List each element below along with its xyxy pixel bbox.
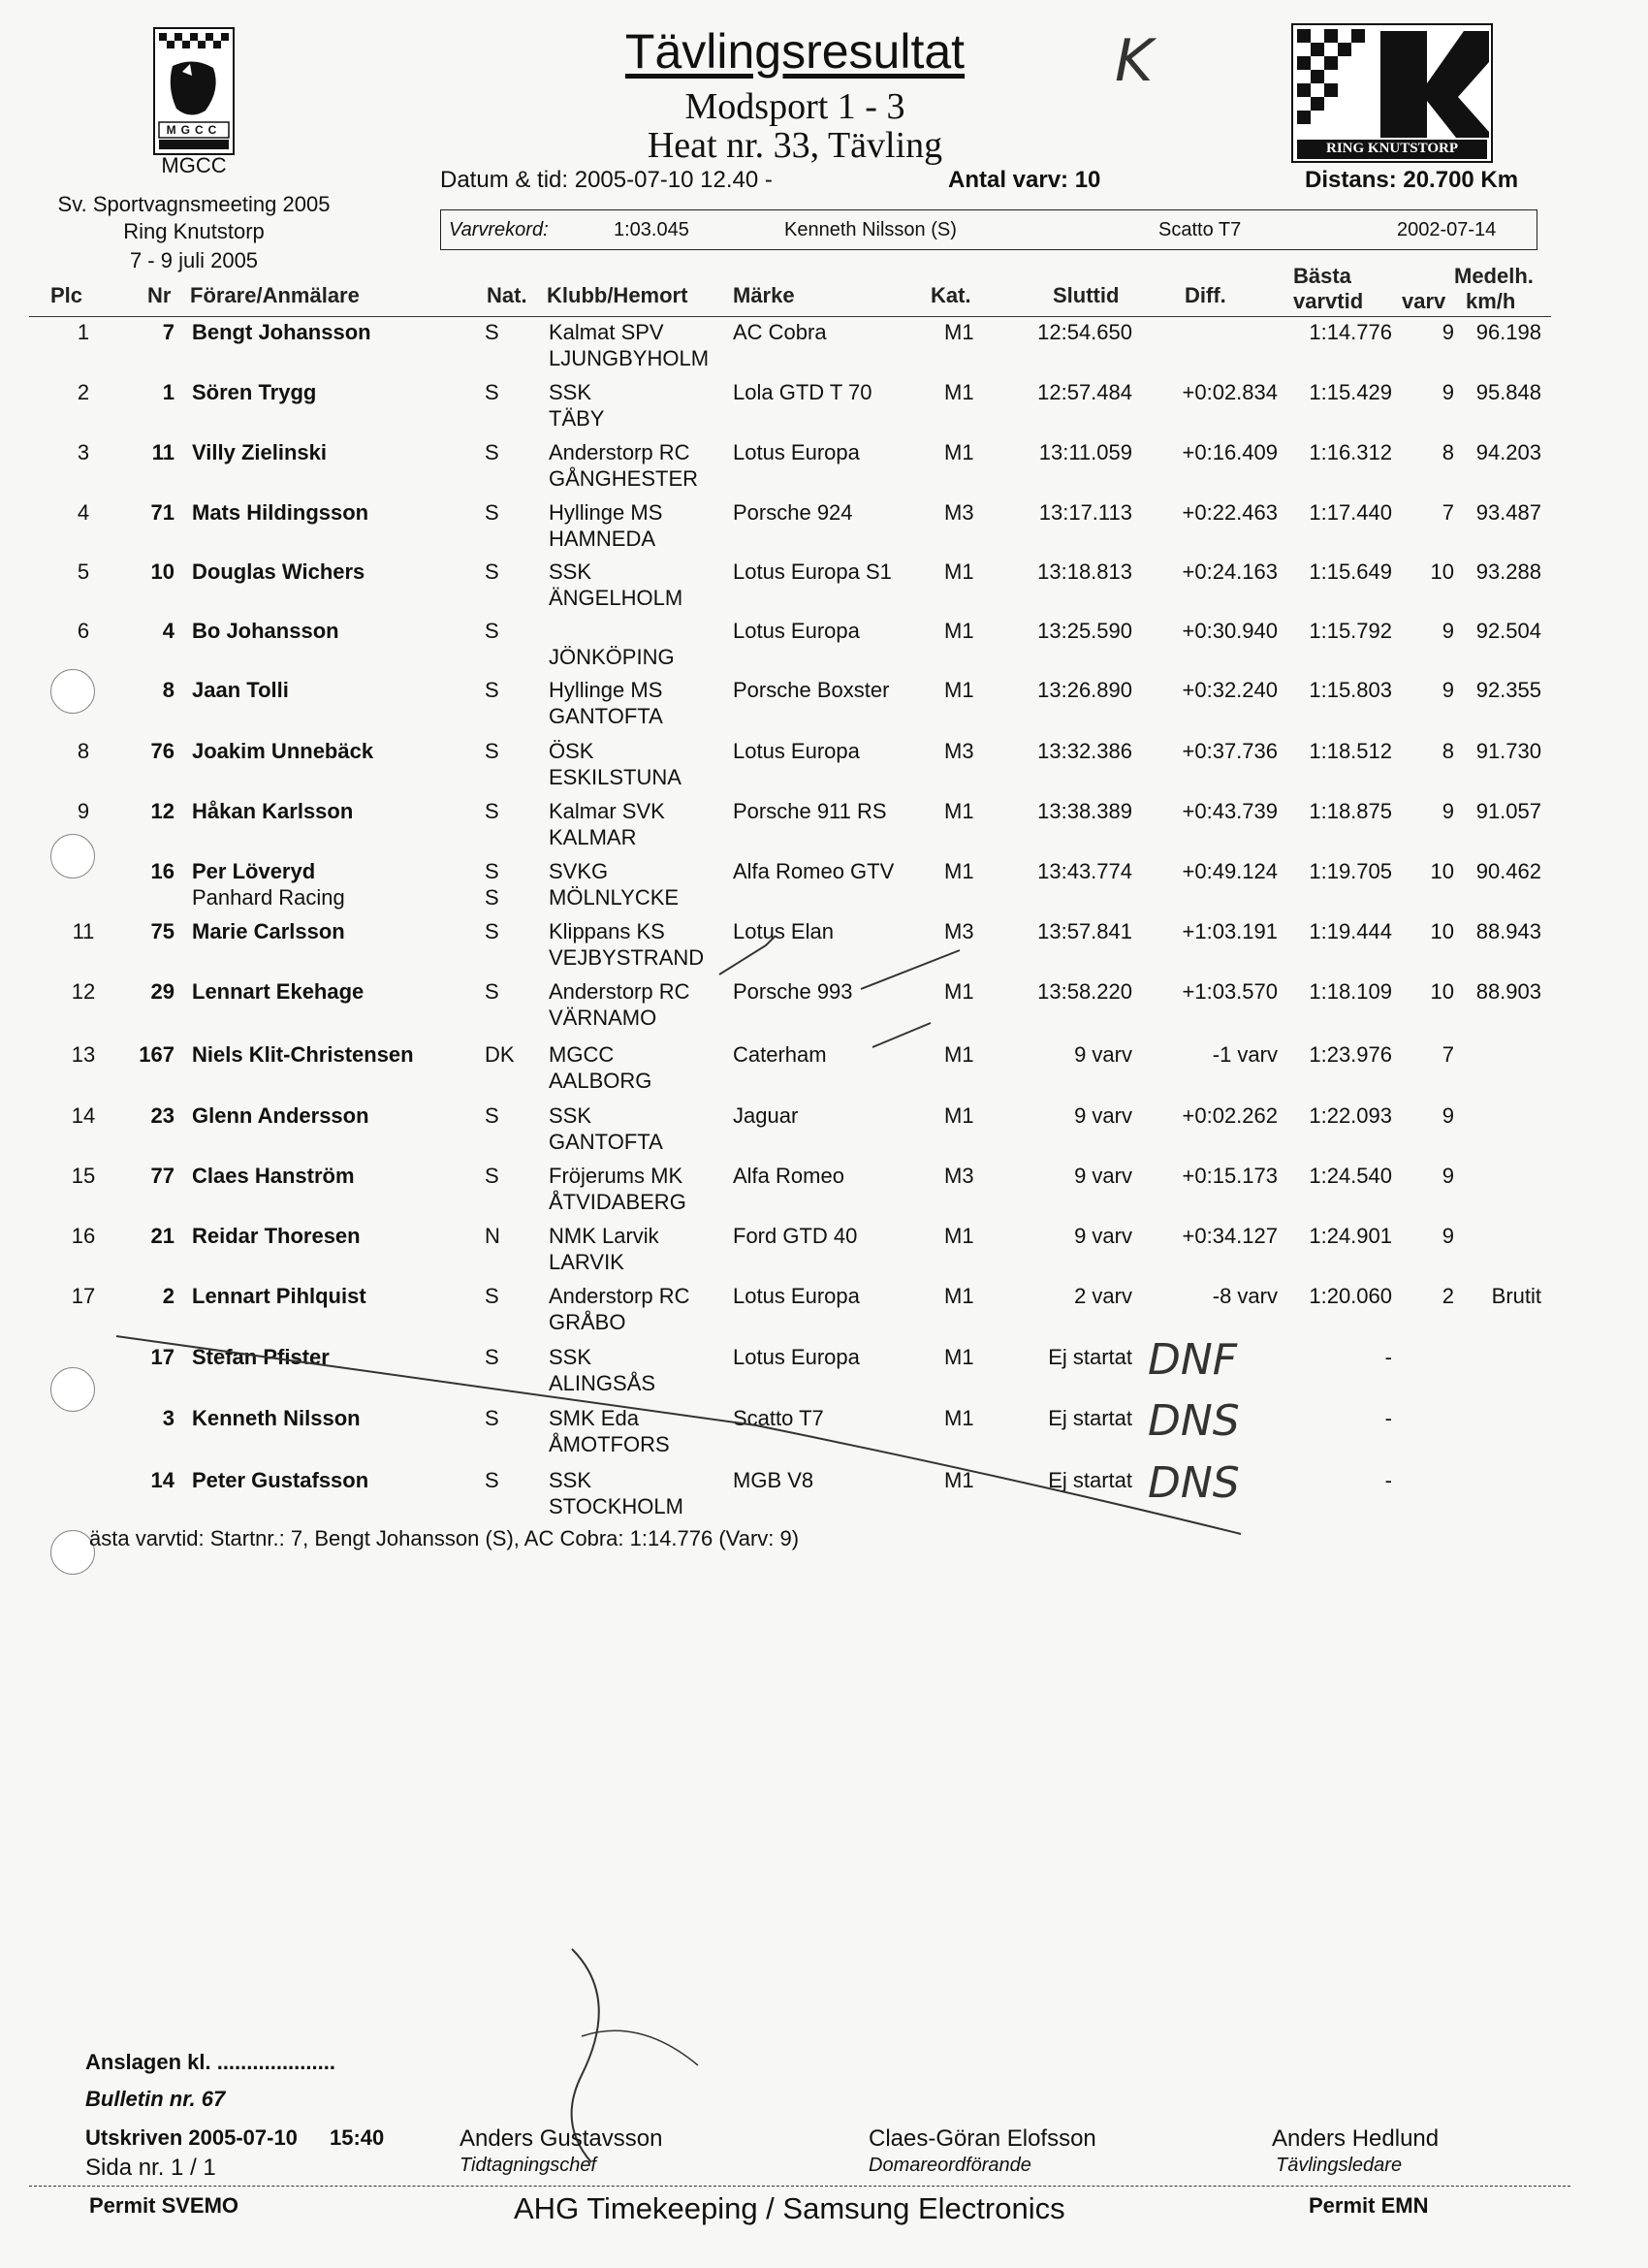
- signature-3-role: Tävlingsledare: [1276, 2155, 1403, 2176]
- cell-town: GRÅBO: [549, 1310, 626, 1334]
- cell-town: TÄBY: [549, 406, 605, 431]
- cell-cat: M1: [944, 380, 974, 404]
- cell-plc: 15: [71, 1164, 96, 1188]
- cell-finish: 13:43.774: [1037, 859, 1132, 883]
- cell-make: Scatto T7: [733, 1406, 824, 1430]
- cell-nr: 8: [162, 678, 174, 702]
- cell-diff: +0:24.163: [1182, 559, 1278, 584]
- cell-finish: 13:18.813: [1037, 559, 1132, 584]
- cell-diff: +1:03.570: [1182, 979, 1278, 1004]
- cell-make: Lotus Europa: [733, 619, 860, 643]
- cell-club: Hyllinge MS: [549, 678, 663, 702]
- cell-laps: 7: [1442, 500, 1454, 525]
- cell-plc: 12: [71, 979, 96, 1004]
- cell-nat: S: [485, 619, 499, 643]
- cell-town: KALMAR: [549, 825, 637, 849]
- cell-best: 1:16.312: [1309, 440, 1392, 464]
- page-title: Tävlingsresultat: [624, 24, 966, 79]
- cell-nr: 167: [139, 1042, 174, 1067]
- cell-finish: Ej startat: [1048, 1468, 1132, 1492]
- cell-laps: 9: [1442, 1164, 1454, 1188]
- col-avg-top: Medelh.: [1454, 264, 1534, 288]
- cell-avg: 96.198: [1475, 320, 1541, 344]
- cell-plc: 5: [77, 559, 90, 584]
- cell-plc: 14: [71, 1103, 96, 1128]
- cell-town: GÅNGHESTER: [549, 466, 699, 491]
- cell-nr: 77: [150, 1164, 174, 1188]
- cell-avg: 88.943: [1475, 919, 1541, 943]
- printed-date: Utskriven 2005-07-10: [85, 2125, 298, 2150]
- cell-finish: Ej startat: [1048, 1345, 1132, 1369]
- cell-entrant: Panhard Racing: [192, 885, 345, 910]
- cell-nat: S: [485, 739, 499, 763]
- cell-best: 1:15.803: [1309, 678, 1392, 702]
- handwritten-status-note: DNS: [1148, 1396, 1240, 1446]
- cell-nat: S: [485, 678, 499, 702]
- col-best-top: Bästa: [1293, 264, 1351, 288]
- cell-driver: Villy Zielinski: [192, 440, 327, 464]
- cell-laps: 9: [1442, 799, 1454, 823]
- cell-cat: M1: [944, 1284, 974, 1308]
- cell-laps: 9: [1442, 380, 1454, 404]
- cell-nr: 4: [162, 619, 174, 643]
- cell-cat: M3: [944, 919, 974, 943]
- cell-cat: M1: [944, 1042, 974, 1067]
- cell-diff: -1 varv: [1212, 1042, 1278, 1067]
- cell-best: 1:20.060: [1309, 1284, 1392, 1308]
- cell-finish: 9 varv: [1074, 1103, 1132, 1128]
- col-laps: varv: [1402, 289, 1446, 313]
- cell-avg: 95.848: [1475, 380, 1541, 404]
- cell-nat: S: [485, 1284, 499, 1308]
- cell-cat: M1: [944, 619, 974, 643]
- cell-nat: S: [485, 919, 499, 943]
- cell-plc: 8: [77, 739, 90, 763]
- cell-laps: 9: [1442, 320, 1454, 344]
- cell-laps: 2: [1442, 1284, 1454, 1308]
- cell-cat: M1: [944, 1468, 974, 1492]
- cell-plc: 3: [77, 440, 90, 464]
- cell-cat: M1: [944, 1345, 974, 1369]
- cell-laps: 8: [1442, 440, 1454, 464]
- cell-make: Alfa Romeo GTV: [733, 859, 895, 883]
- cell-make: Jaguar: [733, 1103, 799, 1128]
- cell-club: Kalmat SPV: [549, 320, 664, 344]
- cell-club: Anderstorp RC: [549, 1284, 690, 1308]
- event-name: Sv. Sportvagnsmeeting 2005: [57, 192, 331, 216]
- cell-make: AC Cobra: [733, 320, 827, 344]
- cell-nr: 7: [162, 320, 174, 344]
- heat-name: Heat nr. 33, Tävling: [647, 125, 943, 166]
- cell-plc: 4: [77, 500, 90, 525]
- cell-make: Porsche Boxster: [733, 678, 890, 702]
- cell-nr: 3: [162, 1406, 174, 1430]
- cell-make: MGB V8: [733, 1468, 814, 1492]
- cell-town: ÅTVIDABERG: [549, 1190, 686, 1214]
- bulletin-number: Bulletin nr. 67: [85, 2087, 226, 2111]
- cell-laps: 8: [1442, 739, 1454, 763]
- cell-make: Porsche 993: [733, 979, 853, 1004]
- cell-club: MGCC: [549, 1042, 615, 1067]
- cell-club: Fröjerums MK: [549, 1164, 683, 1188]
- cell-driver: Bo Johansson: [192, 619, 339, 643]
- cell-make: Lola GTD T 70: [733, 380, 872, 404]
- cell-best: 1:17.440: [1309, 500, 1392, 525]
- cell-driver: Claes Hanström: [192, 1164, 355, 1188]
- cell-finish: 12:54.650: [1037, 320, 1132, 344]
- cell-club: ÖSK: [549, 739, 594, 763]
- record-label: Varvrekord:: [449, 219, 549, 240]
- record-date: 2002-07-14: [1397, 219, 1497, 240]
- cell-best: 1:18.512: [1309, 739, 1392, 763]
- footer-rule: [29, 2186, 1570, 2187]
- cell-nr: 10: [150, 559, 174, 584]
- cell-driver: Sören Trygg: [192, 380, 317, 404]
- cell-finish: 13:58.220: [1037, 979, 1132, 1004]
- cell-club: NMK Larvik: [549, 1224, 659, 1248]
- cell-make: Alfa Romeo: [733, 1164, 844, 1188]
- track-logo-text: RING KNUTSTORP: [1326, 141, 1458, 156]
- venue: Ring Knutstorp: [123, 219, 265, 243]
- cell-club: SSK: [549, 559, 592, 584]
- cell-town: ÅMOTFORS: [549, 1432, 670, 1456]
- cell-town: ALINGSÅS: [549, 1371, 656, 1395]
- distance: Distans: 20.700 Km: [1305, 167, 1519, 193]
- cell-nat: S: [485, 1406, 499, 1430]
- cell-nat: S: [485, 380, 499, 404]
- signature-1-name: Anders Gustavsson: [460, 2125, 663, 2152]
- col-cat: Kat.: [931, 283, 971, 307]
- cell-driver: Lennart Ekehage: [192, 979, 364, 1004]
- cell-finish: 12:57.484: [1037, 380, 1132, 404]
- col-nr: Nr: [147, 283, 172, 307]
- class-name: Modsport 1 - 3: [684, 86, 905, 127]
- laps-count: Antal varv: 10: [948, 167, 1101, 193]
- cell-nat: S: [485, 1345, 499, 1369]
- cell-cat: M3: [944, 500, 974, 525]
- handwritten-mark: K: [1115, 27, 1154, 95]
- cell-town: JÖNKÖPING: [549, 645, 675, 669]
- cell-best: 1:19.444: [1309, 919, 1392, 943]
- cell-best: -: [1384, 1468, 1392, 1492]
- record-car: Scatto T7: [1158, 219, 1242, 240]
- cell-avg: 92.504: [1475, 619, 1541, 643]
- cell-avg: 93.487: [1475, 500, 1541, 525]
- cell-laps: 10: [1430, 919, 1454, 943]
- cell-cat: M3: [944, 1164, 974, 1188]
- cell-diff: -8 varv: [1212, 1284, 1278, 1308]
- cell-best: -: [1384, 1345, 1392, 1369]
- signature-3-name: Anders Hedlund: [1272, 2125, 1440, 2152]
- cell-make: Lotus Europa: [733, 1345, 860, 1369]
- cell-nat: S: [485, 1164, 499, 1188]
- cell-nr: 14: [150, 1468, 174, 1492]
- cell-town: VÄRNAMO: [549, 1006, 657, 1030]
- cell-plc: 1: [77, 320, 90, 344]
- cell-driver: Håkan Karlsson: [192, 799, 354, 823]
- cell-diff: +0:02.834: [1182, 380, 1278, 404]
- cell-driver: Niels Klit-Christensen: [192, 1042, 414, 1067]
- cell-laps: 9: [1442, 1224, 1454, 1248]
- cell-best: 1:18.109: [1309, 979, 1392, 1004]
- cell-town: MÖLNLYCKE: [549, 885, 680, 910]
- cell-best: 1:24.540: [1309, 1164, 1392, 1188]
- cell-club: Anderstorp RC: [549, 979, 690, 1004]
- cell-laps: 7: [1442, 1042, 1454, 1067]
- cell-nr: 29: [150, 979, 174, 1004]
- cell-laps: 10: [1430, 859, 1454, 883]
- cell-cat: M1: [944, 1406, 974, 1430]
- cell-town: HAMNEDA: [549, 527, 656, 551]
- cell-finish: Ej startat: [1048, 1406, 1132, 1430]
- cell-laps: 9: [1442, 678, 1454, 702]
- cell-cat: M1: [944, 979, 974, 1004]
- cell-town: LARVIK: [549, 1250, 624, 1274]
- cell-finish: 13:26.890: [1037, 678, 1132, 702]
- cell-avg: 88.903: [1475, 979, 1541, 1004]
- cell-cat: M1: [944, 859, 974, 883]
- cell-finish: 13:25.590: [1037, 619, 1132, 643]
- cell-best: 1:14.776: [1309, 320, 1392, 344]
- cell-cat: M1: [944, 440, 974, 464]
- cell-nat: S: [485, 320, 499, 344]
- cell-cat: M1: [944, 320, 974, 344]
- handwritten-status-note: DNS: [1148, 1458, 1240, 1508]
- cell-cat: M1: [944, 1103, 974, 1128]
- record-driver: Kenneth Nilsson (S): [784, 219, 957, 240]
- cell-make: Lotus Europa: [733, 1284, 860, 1308]
- cell-club: SMK Eda: [549, 1406, 639, 1430]
- cell-finish: 9 varv: [1074, 1042, 1132, 1067]
- cell-town: VEJBYSTRAND: [549, 945, 705, 970]
- cell-make: Lotus Europa: [733, 739, 860, 763]
- cell-driver: Bengt Johansson: [192, 320, 371, 344]
- cell-cat: M1: [944, 559, 974, 584]
- col-club: Klubb/Hemort: [547, 283, 688, 307]
- best-lap-line: ästa varvtid: Startnr.: 7, Bengt Johansson (S), AC Cobra: 1:14.776 (Varv: 9): [89, 1526, 800, 1550]
- handwritten-status-note: DNF: [1148, 1335, 1238, 1385]
- cell-diff: +0:32.240: [1182, 678, 1278, 702]
- cell-nat: S: [485, 500, 499, 525]
- cell-finish: 9 varv: [1074, 1224, 1132, 1248]
- col-plc: Plc: [50, 283, 83, 307]
- cell-nat: DK: [485, 1042, 515, 1067]
- cell-nr: 76: [150, 739, 174, 763]
- mgcc-logo-text: MGCC: [166, 123, 222, 137]
- club-name: MGCC: [161, 153, 227, 177]
- cell-laps: 10: [1430, 559, 1454, 584]
- cell-club: SSK: [549, 1103, 592, 1128]
- cell-nr: 1: [162, 380, 174, 404]
- cell-avg: 91.057: [1475, 799, 1541, 823]
- cell-finish: 13:57.841: [1037, 919, 1132, 943]
- cell-plc: 6: [77, 619, 90, 643]
- cell-nr: 21: [150, 1224, 174, 1248]
- cell-diff: +0:43.739: [1182, 799, 1278, 823]
- cell-nr: 11: [151, 440, 174, 464]
- cell-driver: Kenneth Nilsson: [192, 1406, 361, 1430]
- cell-cat: M3: [944, 739, 974, 763]
- cell-make: Lotus Europa: [733, 440, 860, 464]
- col-nat: Nat.: [487, 283, 527, 307]
- cell-club: Anderstorp RC: [549, 440, 690, 464]
- col-finish: Sluttid: [1053, 283, 1120, 307]
- cell-club: SSK: [549, 1345, 592, 1369]
- cell-town: GANTOFTA: [549, 1130, 663, 1154]
- cell-best: 1:15.792: [1309, 619, 1392, 643]
- cell-avg: 91.730: [1475, 739, 1541, 763]
- cell-finish: 13:38.389: [1037, 799, 1132, 823]
- cell-best: 1:18.875: [1309, 799, 1392, 823]
- cell-diff: +0:37.736: [1182, 739, 1278, 763]
- cell-laps: 9: [1442, 1103, 1454, 1128]
- cell-nat: S: [485, 1468, 499, 1492]
- cell-nat: S: [485, 859, 499, 883]
- col-driver: Förare/Anmälare: [190, 283, 360, 307]
- cell-nat: S: [485, 1103, 499, 1128]
- cell-nat: S: [485, 559, 499, 584]
- cell-driver: Jaan Tolli: [192, 678, 289, 702]
- cell-nat: S: [485, 799, 499, 823]
- cell-best: 1:15.649: [1309, 559, 1392, 584]
- cell-driver: Lennart Pihlquist: [192, 1284, 366, 1308]
- cell-town: ESKILSTUNA: [549, 765, 681, 789]
- cell-avg: 94.203: [1475, 440, 1541, 464]
- cell-club: Kalmar SVK: [549, 799, 665, 823]
- cell-diff: +0:22.463: [1182, 500, 1278, 525]
- cell-best: 1:15.429: [1309, 380, 1392, 404]
- cell-best: 1:24.901: [1309, 1224, 1392, 1248]
- cell-finish: 13:32.386: [1037, 739, 1132, 763]
- cell-best: 1:19.705: [1309, 859, 1392, 883]
- cell-best: 1:22.093: [1309, 1103, 1392, 1128]
- cell-diff: +0:30.940: [1182, 619, 1278, 643]
- posted-time: Anslagen kl. ....................: [85, 2050, 335, 2074]
- cell-make: Lotus Elan: [733, 919, 834, 943]
- printed-time: 15:40: [330, 2125, 385, 2150]
- cell-avg: 90.462: [1475, 859, 1541, 883]
- cell-avg: 92.355: [1475, 678, 1541, 702]
- cell-make: Lotus Europa S1: [733, 559, 892, 584]
- col-diff: Diff.: [1185, 283, 1226, 307]
- cell-cat: M1: [944, 678, 974, 702]
- cell-plc: 2: [77, 380, 90, 404]
- cell-make: Caterham: [733, 1042, 827, 1067]
- cell-driver: Reidar Thoresen: [192, 1224, 361, 1248]
- cell-nr: 2: [162, 1284, 174, 1308]
- cell-club: SSK: [549, 380, 592, 404]
- col-make: Märke: [733, 283, 795, 307]
- cell-driver: Marie Carlsson: [192, 919, 345, 943]
- cell-finish: 9 varv: [1074, 1164, 1132, 1188]
- cell-driver: Glenn Andersson: [192, 1103, 369, 1128]
- cell-nr: 17: [150, 1345, 174, 1369]
- cell-driver: Stefan Pfister: [192, 1345, 330, 1369]
- cell-town: GANTOFTA: [549, 704, 663, 728]
- cell-club: Klippans KS: [549, 919, 665, 943]
- cell-finish: 2 varv: [1074, 1284, 1132, 1308]
- cell-driver: Joakim Unnebäck: [192, 739, 374, 763]
- cell-laps: 10: [1430, 979, 1454, 1004]
- cell-nat-entrant: S: [485, 885, 499, 910]
- cell-nat: N: [485, 1224, 500, 1248]
- cell-plc: 16: [71, 1224, 96, 1248]
- cell-make: Ford GTD 40: [733, 1224, 858, 1248]
- event-dates: 7 - 9 juli 2005: [129, 248, 259, 272]
- cell-club: SSK: [549, 1468, 592, 1492]
- permit-right: Permit EMN: [1309, 2193, 1429, 2218]
- cell-plc: 11: [72, 919, 95, 943]
- signature-2-role: Domareordförande: [869, 2155, 1031, 2176]
- cell-make: Porsche 911 RS: [733, 799, 887, 823]
- cell-plc: 13: [71, 1042, 96, 1067]
- cell-town: ÄNGELHOLM: [549, 586, 683, 610]
- cell-nr: 71: [150, 500, 174, 525]
- datetime: Datum & tid: 2005-07-10 12.40 -: [440, 167, 773, 193]
- cell-cat: M1: [944, 799, 974, 823]
- record-time: 1:03.045: [614, 219, 689, 240]
- cell-diff: +0:34.127: [1182, 1224, 1278, 1248]
- cell-make: Porsche 924: [733, 500, 853, 525]
- sponsor-line: AHG Timekeeping / Samsung Electronics: [514, 2191, 1065, 2225]
- cell-finish: 13:11.059: [1038, 440, 1132, 464]
- cell-town: AALBORG: [549, 1069, 652, 1093]
- cell-avg: 93.288: [1475, 559, 1541, 584]
- cell-nr: 23: [150, 1103, 174, 1128]
- cell-diff: +0:02.262: [1182, 1103, 1278, 1128]
- cell-nr: 12: [150, 799, 174, 823]
- cell-driver: Peter Gustafsson: [192, 1468, 369, 1492]
- cell-club: SVKG: [549, 859, 609, 883]
- cell-nat: S: [485, 979, 499, 1004]
- cell-laps: 9: [1442, 619, 1454, 643]
- cell-diff: +0:15.173: [1182, 1164, 1278, 1188]
- col-best-bottom: varvtid: [1293, 289, 1364, 313]
- permit-left: Permit SVEMO: [89, 2193, 239, 2218]
- cell-driver: Douglas Wichers: [192, 559, 365, 584]
- cell-town: LJUNGBYHOLM: [549, 346, 710, 370]
- cell-nr: 16: [150, 859, 174, 883]
- cell-diff: +0:49.124: [1182, 859, 1278, 883]
- cell-driver: Per Löveryd: [192, 859, 316, 883]
- cell-town: STOCKHOLM: [549, 1494, 683, 1518]
- cell-club: Hyllinge MS: [549, 500, 663, 525]
- col-avg-bottom: km/h: [1466, 289, 1516, 313]
- cell-plc: 17: [71, 1284, 96, 1308]
- page-number: Sida nr. 1 / 1: [85, 2155, 216, 2181]
- signature-2-name: Claes-Göran Elofsson: [869, 2125, 1096, 2152]
- cell-finish: 13:17.113: [1038, 500, 1132, 525]
- cell-avg: Brutit: [1491, 1284, 1541, 1308]
- cell-nr: 75: [150, 919, 174, 943]
- cell-driver: Mats Hildingsson: [192, 500, 369, 525]
- cell-best: -: [1384, 1406, 1392, 1430]
- cell-diff: +0:16.409: [1182, 440, 1278, 464]
- cell-nat: S: [485, 440, 499, 464]
- cell-best: 1:23.976: [1309, 1042, 1392, 1067]
- signature-1-role: Tidtagningschef: [460, 2155, 597, 2176]
- cell-cat: M1: [944, 1224, 974, 1248]
- cell-plc: 9: [77, 799, 90, 823]
- cell-diff: +1:03.191: [1182, 919, 1278, 943]
